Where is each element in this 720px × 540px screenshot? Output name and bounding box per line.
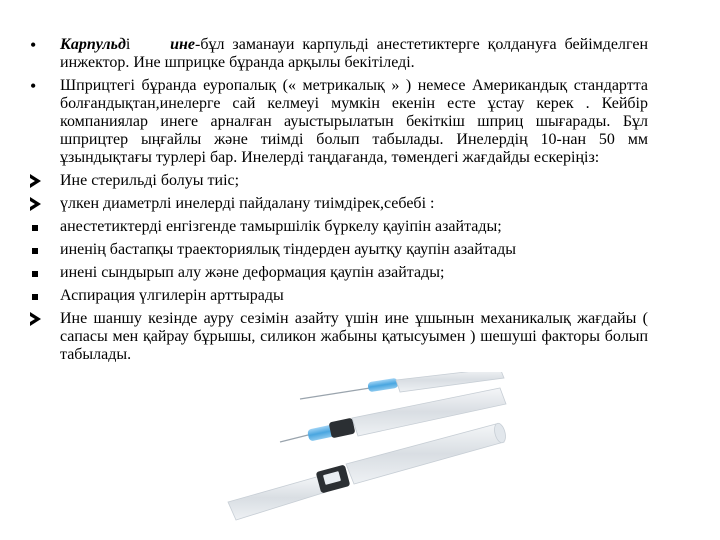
bullet-list bbox=[30, 36, 648, 369]
item-text: иненің бастапқы траекториялық тіндерден ауытқу қаупін азайтады bbox=[60, 241, 517, 258]
item-text: үлкен диаметрлі инелерді пайдалану тиімдірек,себебі : bbox=[60, 195, 435, 212]
list-item-thread-standard bbox=[30, 77, 648, 167]
item-text: Ине шаншу кезінде ауру сезімін азайту үшін ине ұшынын механикалық жағдайы ( сапасы мен қайрау бұрышы, силикон жабыны қатысуымен ) шешуші факторы болып табылады. bbox=[60, 310, 648, 363]
term-carpule: Карпульд bbox=[60, 36, 126, 53]
item-text: Шприцтегі бұранда еуропалық (« метрикалық » ) немесе Американдық стандартта болғандықтан,инелерге сай келмеуі мумкін екенін есте ұстау керек . Кейбір компаниялар инеге арналған ауыстырылатын бекіткіш шприц шығарады. Бұл шприцтер ыңғайлы және тиімді болып табылады. Инелердің 10-нан 50 мм ұзындықтағы турлері бар. Инелерді таңдағанда, төмендегі жағдайды ескеріңіз: bbox=[60, 77, 648, 166]
list-item-reason-4 bbox=[30, 287, 648, 305]
square-bullet-icon bbox=[30, 264, 52, 282]
list-item-reason-2 bbox=[30, 241, 648, 259]
dental-needles-photo bbox=[200, 372, 520, 532]
list-item-pain-reduction bbox=[30, 310, 648, 364]
needle-bottom bbox=[228, 422, 507, 520]
square-bullet-icon bbox=[30, 287, 52, 305]
arrow-bullet-icon bbox=[30, 195, 52, 216]
bullet-dot-icon: • bbox=[30, 35, 37, 55]
term-needle: ине bbox=[170, 36, 196, 53]
item-text: инені сындырып алу және деформация қаупін азайтады; bbox=[60, 264, 445, 281]
list-item-sterile bbox=[30, 172, 648, 190]
list-item-carpule-needle bbox=[30, 36, 648, 72]
arrow-bullet-icon bbox=[30, 310, 52, 331]
term-carpule-suffix: і bbox=[125, 36, 131, 53]
item-text: -бұл заманауи карпульді анестетиктерге қолдануға бейімделген инжектор. Ине шприцке бұранда арқылы бекітіледі. bbox=[60, 36, 649, 71]
list-item-reason-3 bbox=[30, 264, 648, 282]
arrow-bullet-icon bbox=[30, 172, 52, 193]
square-bullet-icon bbox=[30, 241, 52, 259]
bullet-dot-icon: • bbox=[30, 76, 37, 96]
square-bullet-icon bbox=[30, 218, 52, 236]
item-text: Аспирация үлгилерін арттырады bbox=[60, 287, 284, 304]
item-text: анестетиктерді енгізгенде тамыршілік бүркелу қауіпін азайтады; bbox=[60, 218, 502, 235]
list-item-reason-1 bbox=[30, 218, 648, 236]
item-text: Ине стерильді болуы тиіс; bbox=[60, 172, 240, 189]
list-item-large-diameter bbox=[30, 195, 648, 213]
